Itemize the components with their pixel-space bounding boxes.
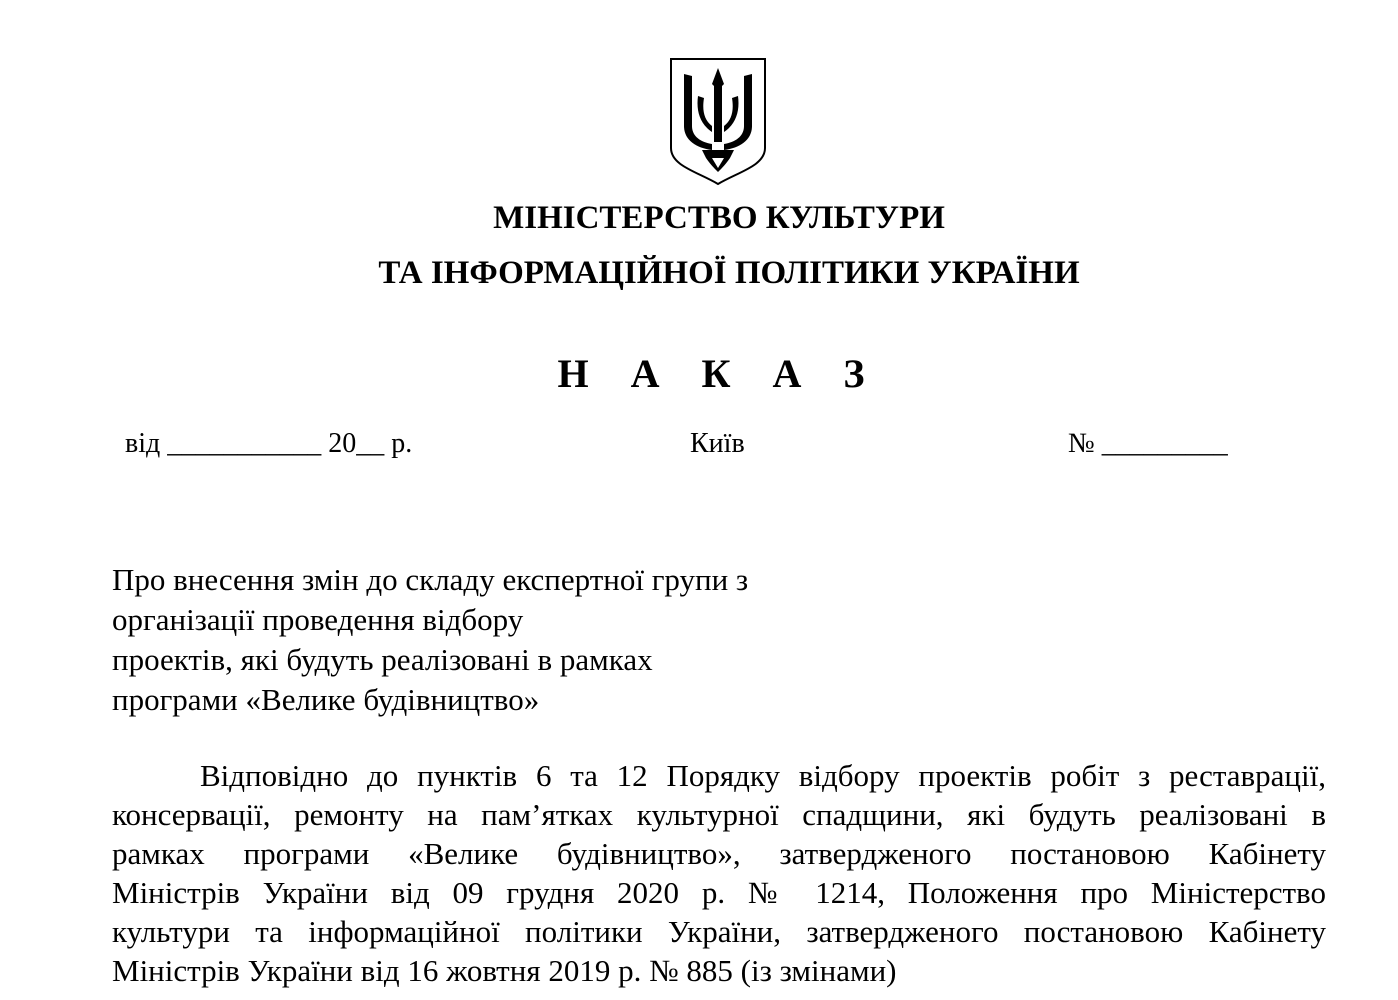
ministry-name-line1: МІНІСТЕРСТВО КУЛЬТУРИ [493,200,945,236]
body-line: Міністрів України від 16 жовтня 2019 р. № 885 (із змінами) [112,953,897,988]
body-line: Міністрів України від 09 грудня 2020 р. № 1214, Положення про Міністерство [112,875,1326,910]
body-line: культури та інформаційної політики України, затвердженого постановою Кабінету [112,914,1326,949]
subject-line: програми «Велике будівництво» [112,682,540,717]
order-city: Київ [690,428,745,459]
body-line: Відповідно до пунктів 6 та 12 Порядку відбору проектів робіт з реставрації, [200,758,1326,793]
ministry-name-line2: ТА ІНФОРМАЦІЙНОЇ ПОЛІТИКИ УКРАЇНИ [378,255,1080,291]
coat-of-arms-icon [668,56,768,186]
body-line: консервації, ремонту на пам’ятках культурної спадщини, які будуть реалізовані в [112,797,1326,832]
order-date-field: від ___________ 20__ р. [125,428,413,459]
subject-line: Про внесення змін до складу експертної групи з [112,562,749,597]
subject-line: організації проведення відбору [112,602,524,637]
subject-line: проектів, які будуть реалізовані в рамках [112,642,653,677]
order-subject [112,560,832,720]
order-number-field: № _________ [1068,428,1228,459]
document-type-title: Н А К А З [557,351,881,396]
order-body-paragraph [112,756,1326,990]
body-line: рамках програми «Велике будівництво», затвердженого постановою Кабінету [112,836,1326,871]
